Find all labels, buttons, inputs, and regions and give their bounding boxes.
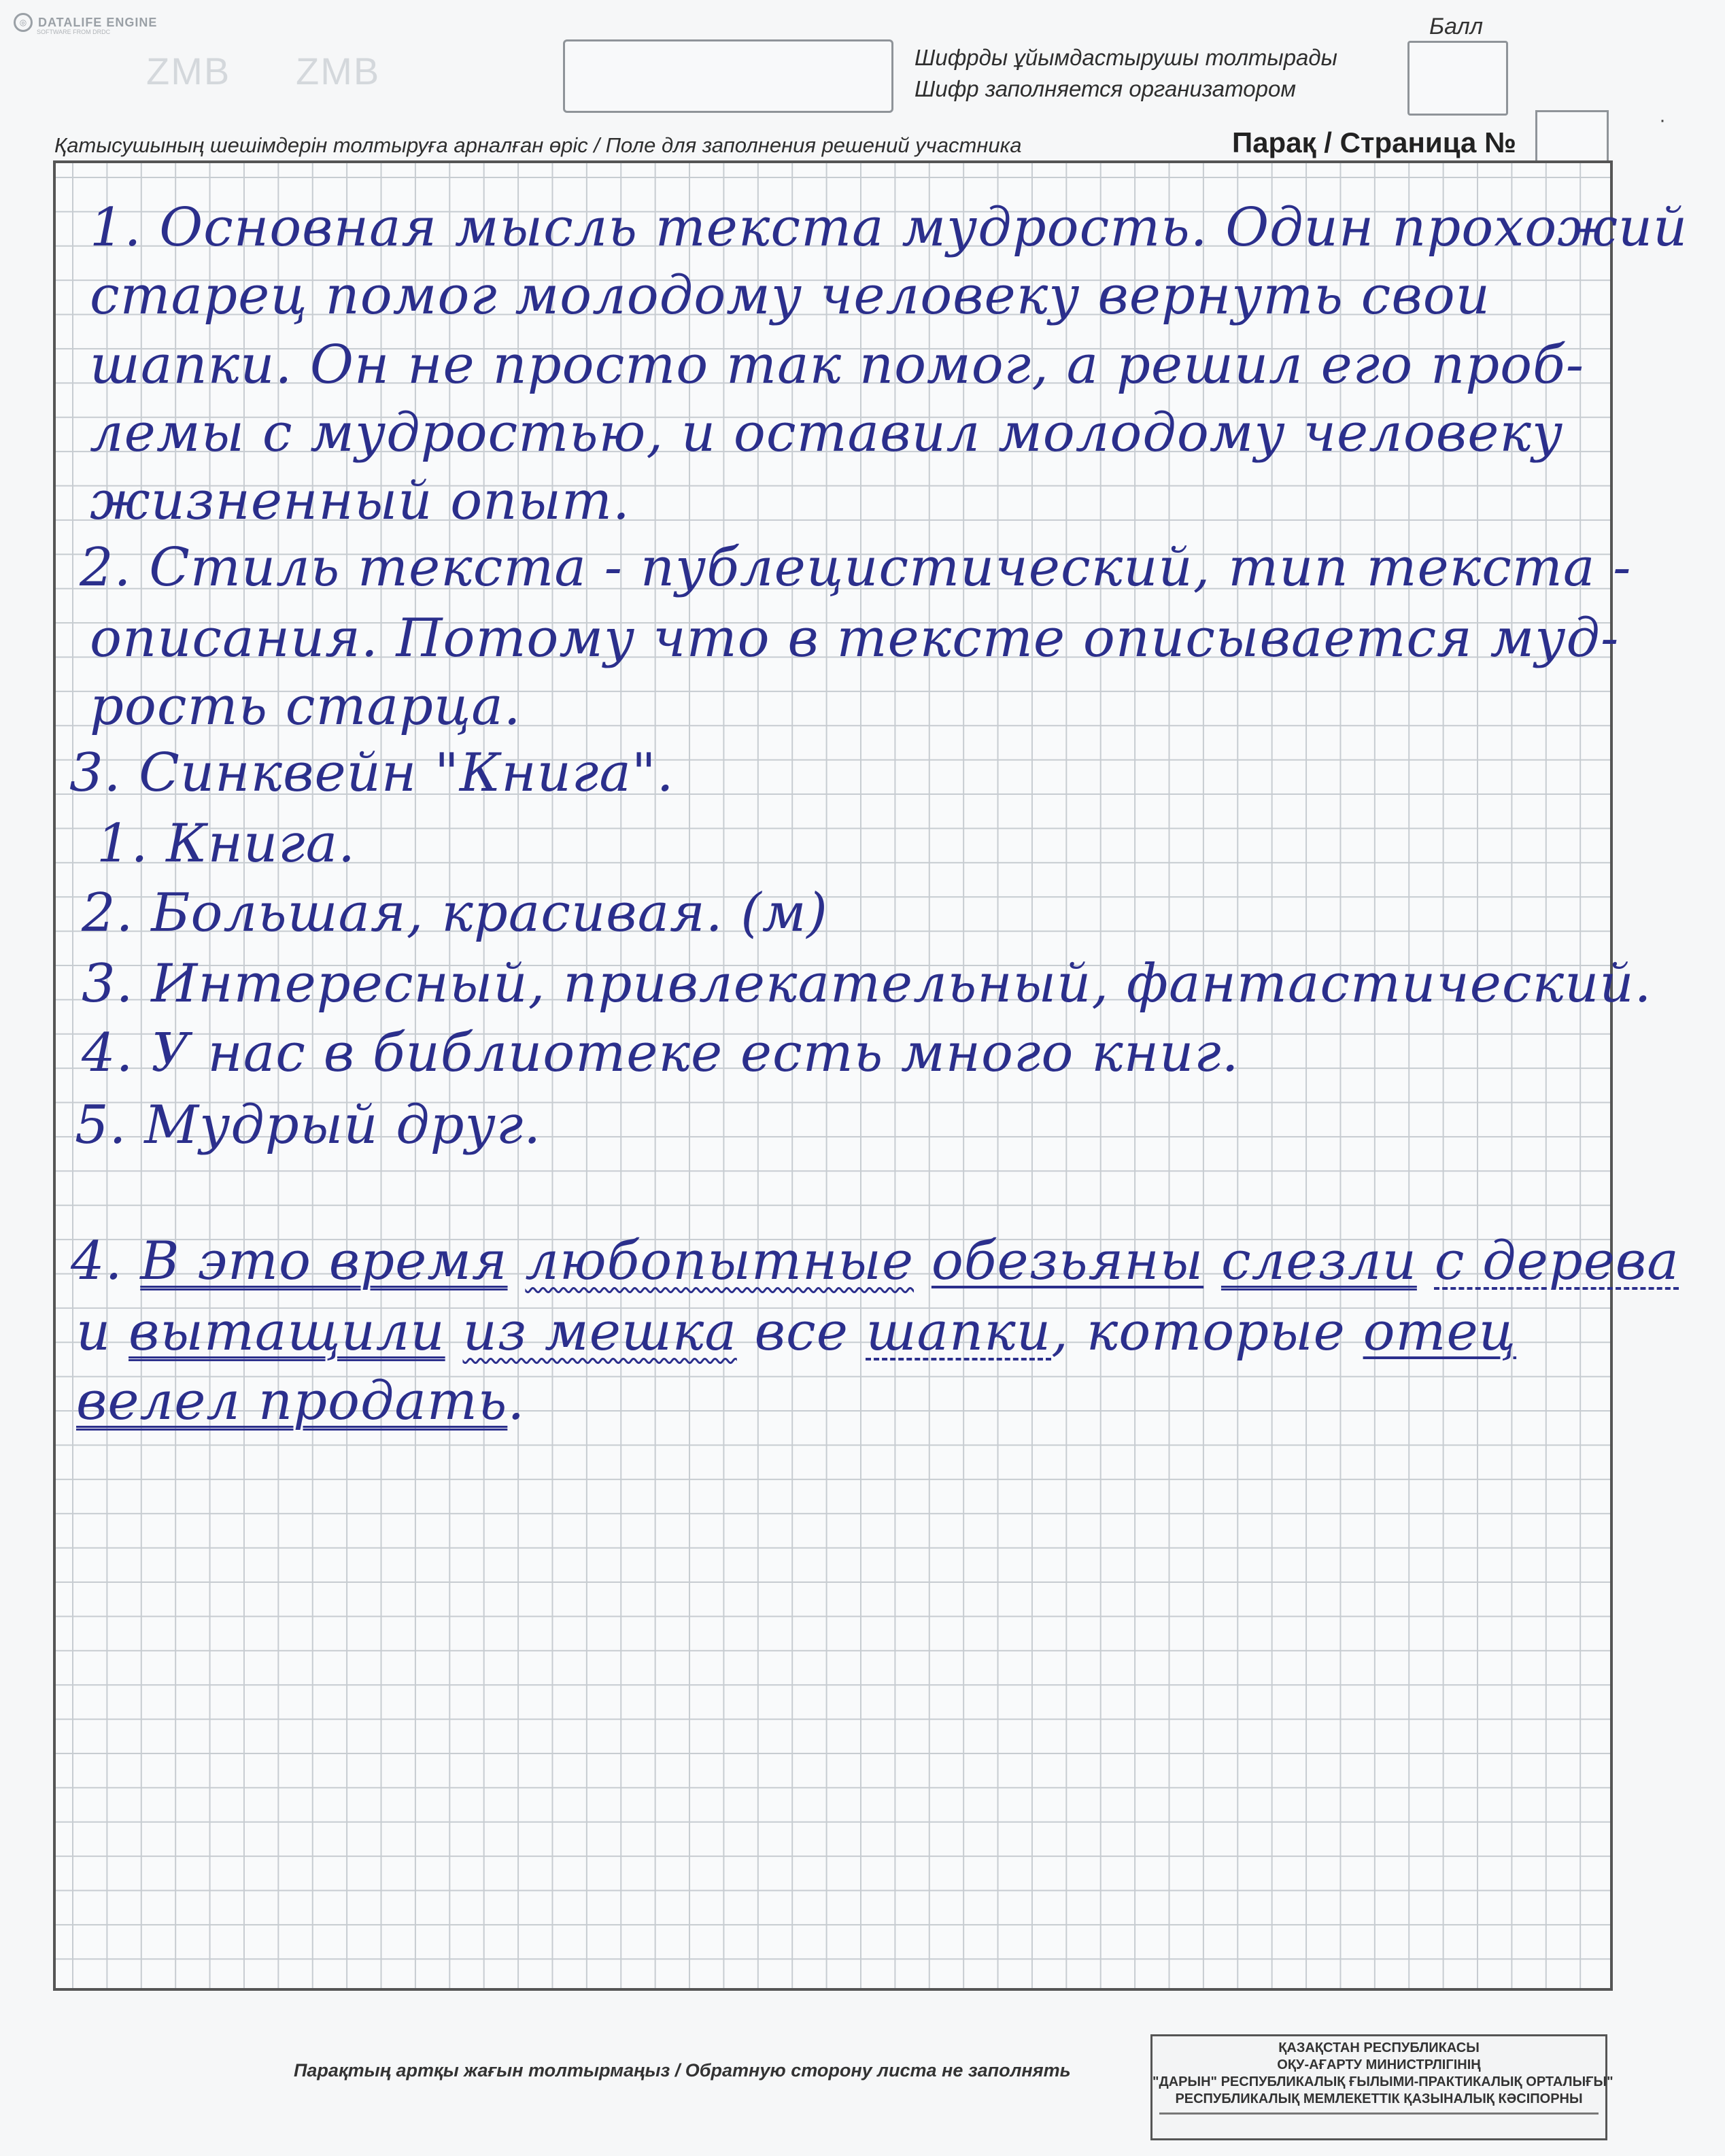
- plain-word: все: [754, 1301, 849, 1363]
- stamp-line-1: ҚАЗАҚСТАН РЕСПУБЛИКАСЫ: [1278, 2040, 1480, 2055]
- answer-line-2: старец помог молодому человеку вернуть свои: [90, 265, 1490, 326]
- relative-clause-start: , которые: [1051, 1301, 1346, 1363]
- cipher-box: [563, 39, 893, 113]
- watermark-brand-sub: SOFTWARE FROM DRDC: [37, 29, 111, 35]
- edge-mark: ·: [1659, 109, 1666, 131]
- watermark-brand: DATALIFE ENGINE: [38, 15, 158, 29]
- conjunction-word: и: [76, 1301, 112, 1363]
- predicate-phrase-3: велел продать: [76, 1371, 508, 1432]
- adverbial-phrase: с дерева: [1434, 1231, 1679, 1292]
- answer-line-4: лемы с мудростью, и оставил молодому человеку: [90, 403, 1564, 464]
- stamp-line-4: РЕСПУБЛИКАЛЫҚ МЕМЛЕКЕТТІК ҚАЗЫНАЛЫҚ КӘСІПОРНЫ: [1175, 2091, 1583, 2106]
- predicate-word: слезли: [1220, 1231, 1417, 1292]
- logo-icon: ◎: [14, 13, 33, 32]
- answer-line-12: 3. Интересный, привлекательный, фантастический.: [82, 953, 1652, 1014]
- footer-note: Парақтың артқы жағын толтырмаңыз / Обратную сторону листа не заполнять: [294, 2060, 1071, 2081]
- zmb-mark-1: ZMB: [146, 50, 231, 92]
- watermark-logo: [14, 12, 157, 33]
- answer-line-8: рость старца.: [90, 676, 522, 737]
- adverbial-phrase-2: из мешка: [462, 1301, 737, 1363]
- cipher-label-kz: Шифрды ұйымдастырушы толтырады: [915, 45, 1337, 70]
- cipher-label-ru: Шифр заполняется организатором: [915, 76, 1296, 101]
- answer-line-16: [76, 1301, 1517, 1363]
- modifier-word: любопытные: [525, 1231, 915, 1292]
- answer-line-17: [76, 1371, 526, 1432]
- answer-field-label: Қатысушының шешімдерін толтыруға арналған өріс / Поле для заполнения решений участника: [54, 133, 1022, 157]
- answer-line-9: 3. Синквейн "Книга".: [69, 742, 674, 804]
- score-label: Балл: [1429, 14, 1484, 39]
- subject-word-2: отец: [1363, 1301, 1517, 1363]
- answer-field: [53, 160, 1688, 1991]
- answer-line-1: 1. Основная мысль текста мудрость. Один прохожий: [90, 197, 1688, 258]
- answer-line-15: [71, 1231, 1679, 1292]
- object-word: шапки: [866, 1301, 1052, 1363]
- sentence-number: 4.: [71, 1231, 123, 1292]
- answer-line-7: описания. Потому что в тексте описывается муд-: [90, 608, 1620, 669]
- stamp-line-3: "ДАРЫН" РЕСПУБЛИКАЛЫҚ ҒЫЛЫМИ-ПРАКТИКАЛЫҚ ОРТАЛЫҒЫ": [1152, 2074, 1613, 2089]
- answer-line-5: жизненный опыт.: [90, 470, 630, 532]
- subject-phrase: В это время: [140, 1231, 508, 1292]
- stamp-divider: [1159, 2112, 1599, 2115]
- answer-line-13: 4. У нас в библиотеке есть много книг.: [82, 1023, 1240, 1084]
- score-box: [1407, 41, 1508, 116]
- stamp-line-2: ОҚУ-АҒАРТУ МИНИСТРЛІГІНІҢ: [1277, 2057, 1481, 2072]
- final-period: .: [507, 1371, 526, 1432]
- zmb-mark-2: ZMB: [296, 50, 381, 92]
- answer-line-11: 2. Большая, красивая. (м): [82, 883, 828, 944]
- answer-line-10: 1. Книга.: [97, 813, 356, 874]
- official-stamp: [1150, 2034, 1613, 2140]
- page-number-label: Парақ / Страница №: [1232, 126, 1516, 158]
- subject-word: обезьяны: [931, 1231, 1204, 1292]
- answer-line-6: 2. Стиль текста - публецистический, тип текста -: [80, 537, 1632, 598]
- answer-line-14: 5. Мудрый друг.: [75, 1095, 542, 1156]
- answer-line-3: шапки. Он не просто так помог, а решил его проб-: [90, 335, 1585, 396]
- predicate-word-2: вытащили: [129, 1301, 445, 1363]
